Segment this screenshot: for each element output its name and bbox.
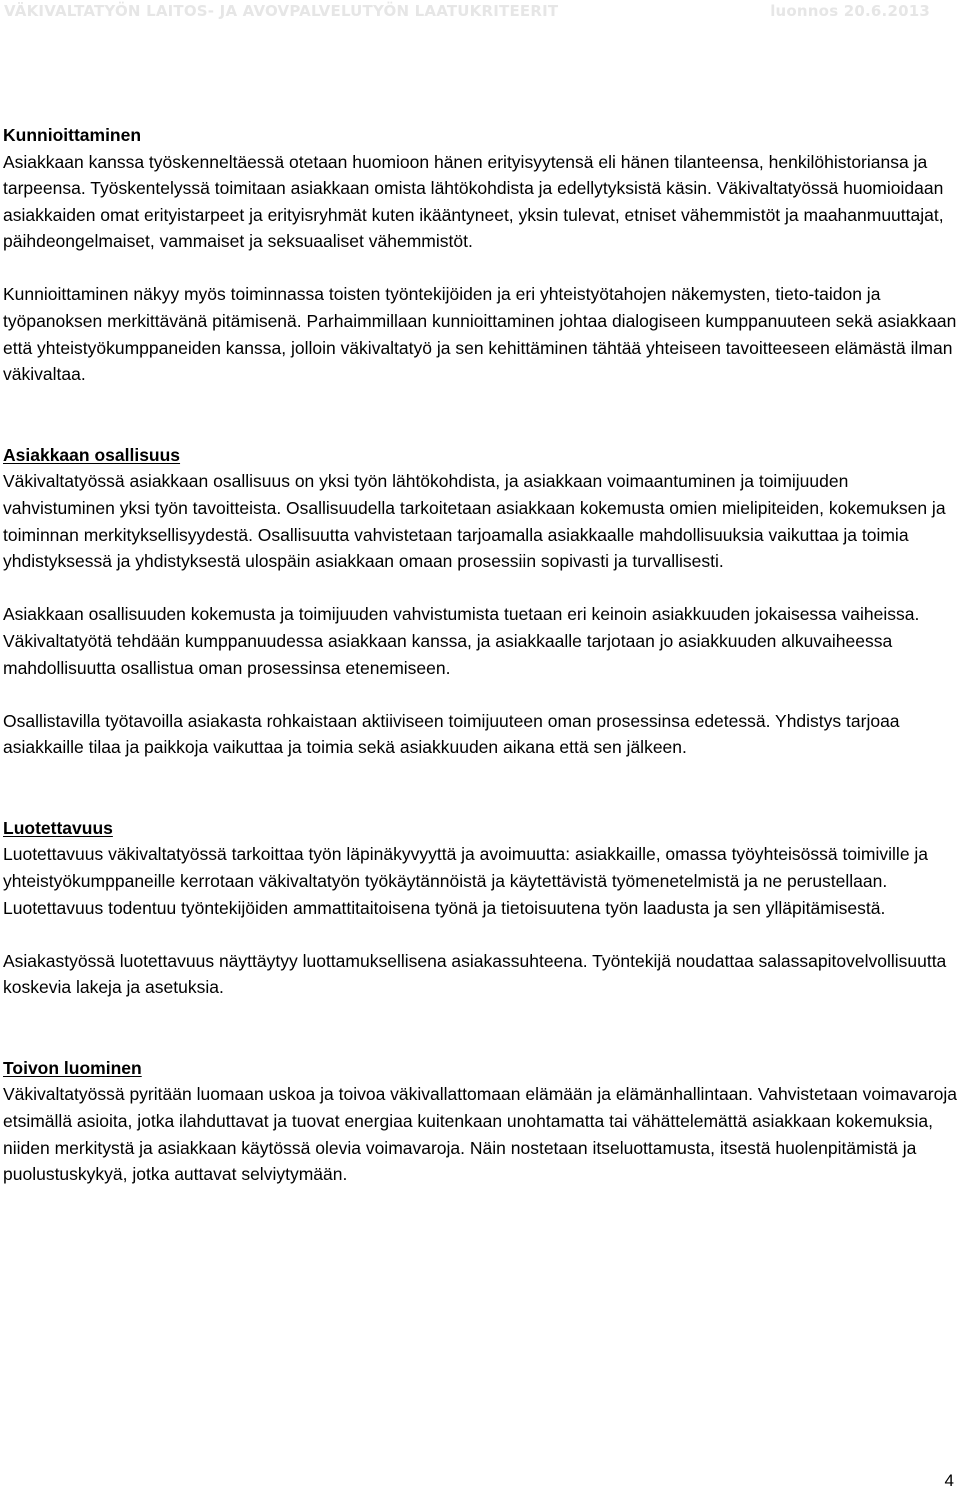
section-title: Toivon luominen (3, 1057, 142, 1078)
page-header (0, 0, 960, 24)
section-toivon-luominen (3, 1055, 957, 1188)
section-asiakkaan-osallisuus (3, 442, 957, 761)
header-date: luonnos 20.6.2013 (770, 2, 930, 20)
section-title: Kunnioittaminen (3, 125, 142, 145)
paragraph: Kunnioittaminen näkyy myös toiminnassa toisten työntekijöiden ja eri yhteistyötahojen näkemysten, tieto-taidon ja työpanoksen merkittävänä pitämisenä. Parhaimmillaan kunnioittaminen johtaa dialogiseen kumppanuuteen sekä asiakkaan että yhteistyökumppaneiden kanssa, jolloin väkivaltatyö ja sen kehittäminen tähtää yhteiseen tavoitteeseen elämästä ilman väkivaltaa. (3, 284, 957, 385)
section-title: Asiakkaan osallisuus (3, 444, 181, 465)
paragraph: Osallistavilla työtavoilla asiakasta rohkaistaan aktiiviseen toimijuuteen oman prosessinsa edetessä. Yhdistys tarjoaa asiakkaille tilaa ja paikkoja vaikuttaa ja toimia sekä asiakkuuden aikana että sen jälkeen. (3, 710, 900, 758)
header-title: VÄKIVALTATYÖN LAITOS- JA AVOVPALVELUTYÖN LAATUKRITEERIT (4, 2, 559, 20)
section-title: Luotettavuus (3, 817, 113, 838)
section-luotettavuus (3, 815, 957, 1001)
paragraph: Asiakkaan kanssa työskenneltäessä otetaan huomioon hänen erityisyytensä eli hänen tilanteensa, henkilöhistoriansa ja tarpeensa. Työskentelyssä toimitaan asiakkaan omista lähtökohdista ja edellytyksistä käsin. Väkivaltatyössä huomioidaan asiakkaiden omat erityistarpeet ja erityisryhmät kuten ikääntyneet, yksin tulevat, etniset vähemmistöt ja maahanmuuttajat, päihdeongelmaiset, vammaiset ja seksuaaliset vähemmistöt. (3, 151, 944, 252)
paragraph: Luotettavuus väkivaltatyössä tarkoittaa työn läpinäkyvyyttä ja avoimuutta: asiakkaille, omassa työyhteisössä toimiville ja yhteistyökumppaneille kerrotaan väkivaltatyön työkäytännöistä ja käytettävistä työmenetelmistä ja ne perustellaan. Luotettavuus todentuu työntekijöiden ammattitaitoisena työnä ja tietoisuutena työn laadusta ja sen ylläpitämisestä. (3, 844, 929, 918)
paragraph: Väkivaltatyössä asiakkaan osallisuus on yksi työn lähtökohdista, ja asiakkaan voimaantuminen ja toimijuuden vahvistuminen yksi työn tavoitteista. Osallisuudella tarkoitetaan asiakkaan kokemusta omien mielipiteiden, kokemuksen ja toiminnan merkityksellisyydestä. Osallisuutta vahvistetaan tarjoamalla asiakkaalle mahdollisuuksia vaikuttaa ja toimia yhdistyksessä ja yhdistyksestä ulospäin asiakkaan omaan prosessiin sopivasti ja turvallisesti. (3, 471, 946, 572)
paragraph: Väkivaltatyössä pyritään luomaan uskoa ja toivoa väkivallattomaan elämään ja elämänhallintaan. Vahvistetaan voimavaroja etsimällä asioita, jotka ilahduttavat ja tuovat energiaa kuitenkaan unohtamatta tai vähättelemättä asiakkaan kokemuksia, niiden merkitystä ja asiakkaan käytössä olevia voimavaroja. Näin nostetaan itseluottamusta, itsestä huolenpitämistä ja puolustuskykyä, jotka auttavat selviytymään. (3, 1084, 957, 1185)
section-kunnioittaminen (3, 122, 957, 388)
paragraph: Asiakkaan osallisuuden kokemusta ja toimijuuden vahvistumista tuetaan eri keinoin asiakkuuden jokaisessa vaiheissa. Väkivaltatyötä tehdään kumppanuudessa asiakkaan kanssa, ja asiakkaalle tarjotaan jo asiakkuuden alkuvaiheessa mahdollisuutta osallistua oman prosessinsa etenemiseen. (3, 604, 920, 678)
paragraph: Asiakastyössä luotettavuus näyttäytyy luottamuksellisena asiakassuhteena. Työntekijä noudattaa salassapitovelvollisuutta koskevia lakeja ja asetuksia. (3, 950, 947, 998)
document-body (3, 122, 957, 1188)
page-number: 4 (944, 1471, 954, 1490)
